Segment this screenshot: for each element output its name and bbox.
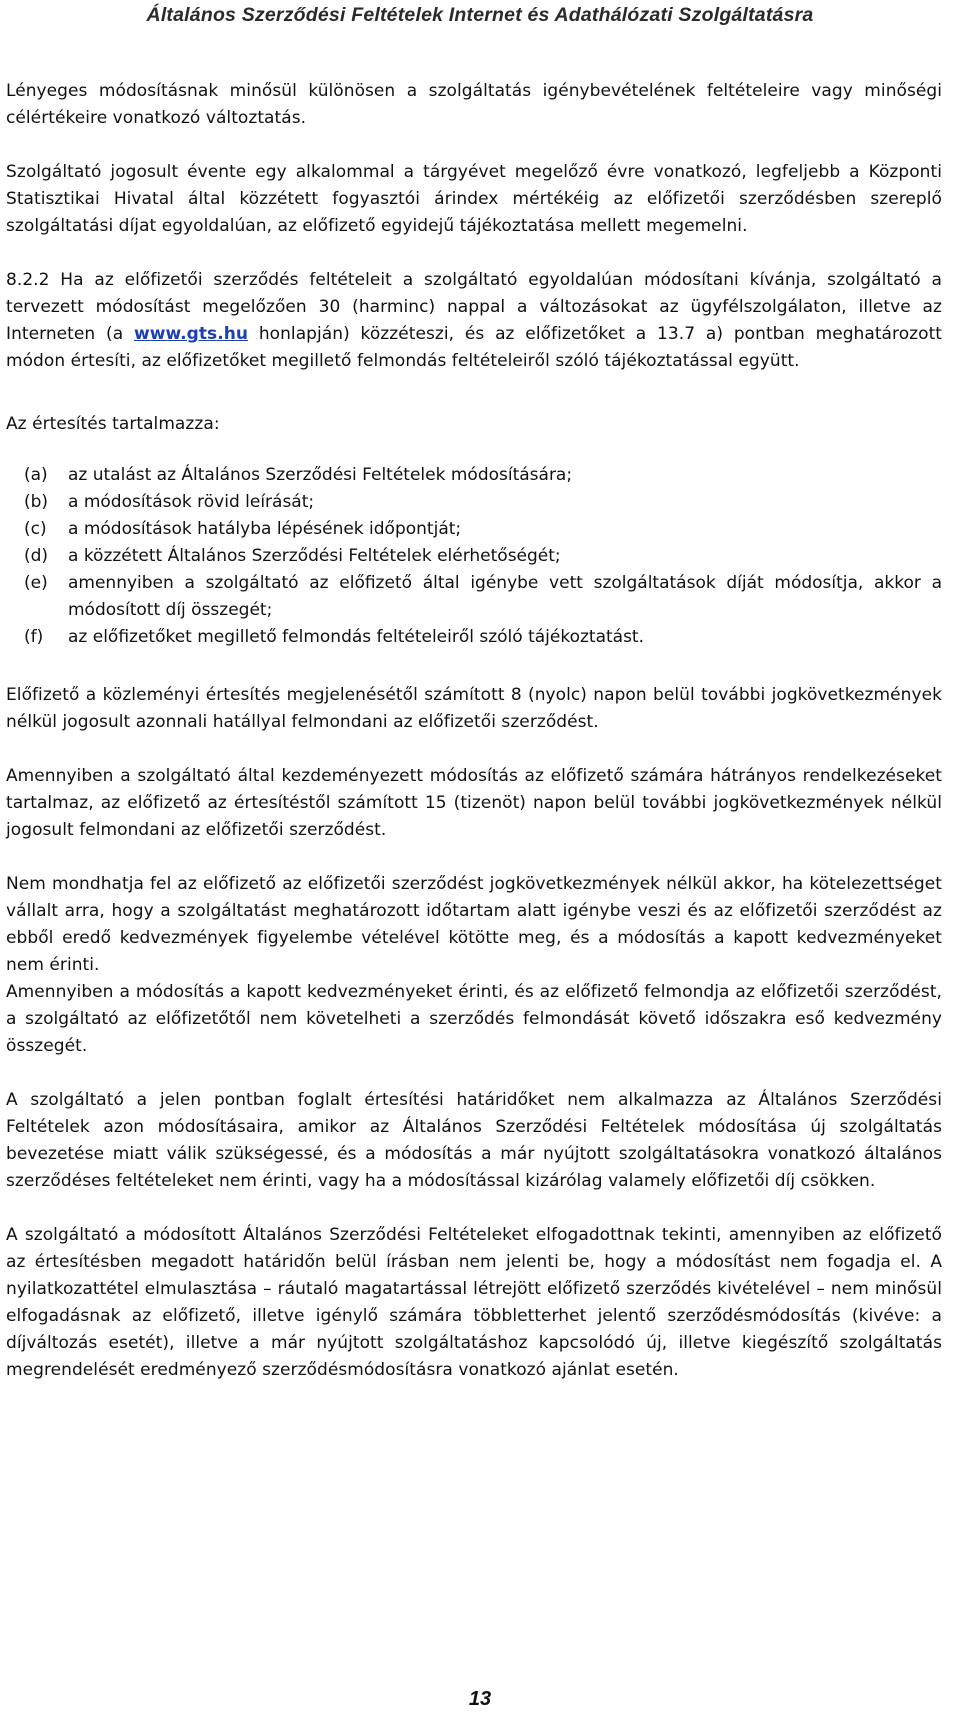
notification-contents-list [6, 462, 942, 651]
list-item-text: a módosítások rövid leírását; [68, 492, 315, 512]
paragraph-fixed-term-commitment: Nem mondhatja fel az előfizető az előfizetői szerződést jogkövetkezmények nélkül akkor, ha kötelezettséget vállalt arra, hogy a szolgáltatást meghatározott időtartam alatt igénybe veszi és az előfizetői szerződést az ebből eredő kedvezmények figyelembe vételével kötötte meg, és a módosítás a kapott kedvezményeket nem érinti. [6, 874, 942, 975]
list-item [6, 462, 942, 489]
paragraph-significant-modification: Lényeges módosításnak minősül különösen a szolgáltatás igénybevételének feltételeire vagy minőségi célértékeire vonatkozó változtatás. [6, 81, 942, 128]
document-body [6, 78, 942, 1384]
list-item-text: a közzétett Általános Szerződési Feltételek elérhetőségét; [68, 546, 561, 566]
list-item-text: az utalást az Általános Szerződési Feltételek módosítására; [68, 465, 573, 485]
paragraph-tacit-acceptance: A szolgáltató a módosított Általános Szerződési Feltételeket elfogadottnak tekinti, amennyiben az előfizető az értesítésben megadott határidőn belül írásban nem jelenti be, hogy a módosítást nem fogadja el. A nyilatkozattétel elmulasztása – ráutaló magatartással létrejött előfizető szerződés kivételével – nem minősül elfogadásnak az előfizető, illetve igénylő számára többletterhet jelentő szerződésmódosítás (kivéve: a díjváltozás esetét), illetve a már nyújtott szolgáltatáshoz kapcsolódó új, illetve kiegészítő szolgáltatás megrendelését eredményező szerződésmódosításra vonatkozó ajánlat esetén. [6, 1225, 942, 1380]
gts-website-link[interactable]: www.gts.hu [133, 324, 249, 344]
list-item-marker: (f) [24, 627, 44, 647]
list-item-marker: (c) [24, 519, 47, 539]
list-item-marker: (d) [24, 546, 49, 566]
list-item-text: amennyiben a szolgáltató az előfizető által igénybe vett szolgáltatások díját módosítja, akkor a módosított díj összegét; [68, 573, 942, 620]
list-item-marker: (e) [24, 573, 48, 593]
paragraph-deadline-exceptions: A szolgáltató a jelen pontban foglalt értesítési határidőket nem alkalmazza az Általános Szerződési Feltételek azon módosításaira, amikor az Általános Szerződési Feltételek módosítása új szolgáltatás bevezetése miatt válik szükségessé, és a módosítás a már nyújtott szolgáltatásokra vonatkozó általános szerződéses feltételeket nem érinti, vagy ha a módosítással kizárólag valamely előfizetői díj csökken. [6, 1090, 942, 1191]
list-item [6, 543, 942, 570]
list-item-marker: (b) [24, 492, 49, 512]
paragraph-8-2-2-text-start: 8.2.2 Ha az előfizetői szerződés feltételeit a szolgáltató egyoldalúan módosítani kívánja, szolgáltató a tervezett módosítást megelőzően 30 (harminc) nappal a változásokat az ügyfélszolgálaton, illetve az Interneten (a [6, 270, 942, 344]
paragraph-15-day-termination: Amennyiben a szolgáltató által kezdeményezett módosítás az előfizető számára hátrányos rendelkezéseket tartalmaz, az előfizető az értesítéstől számított 15 (tizenöt) napon belül további jogkövetkezmények nélkül jogosult felmondani az előfizetői szerződést. [6, 766, 942, 840]
paragraph-8-2-2 [6, 267, 942, 375]
paragraph-8-day-termination: Előfizető a közleményi értesítés megjelenésétől számított 8 (nyolc) napon belül további jogkövetkezmények nélkül jogosult azonnali hatállyal felmondani az előfizetői szerződést. [6, 685, 942, 732]
list-item [6, 489, 942, 516]
list-item-marker: (a) [24, 465, 48, 485]
list-item-text: a módosítások hatályba lépésének időpontját; [68, 519, 462, 539]
paragraph-8-2-2-text-end: honlapján) közzéteszi, és az előfizetőket a 13.7 a) pontban meghatározott módon értesíti, az előfizetőket megillető felmondás feltételeiről szóló tájékoztatással együtt. [6, 324, 942, 371]
paragraph-annual-price-increase: Szolgáltató jogosult évente egy alkalommal a tárgyévet megelőző évre vonatkozó, legfeljebb a Központi Statisztikai Hivatal által közzétett fogyasztói árindex mértékéig az előfizetői szerződésben szereplő szolgáltatási díjat egyoldalúan, az előfizető egyidejű tájékoztatása mellett megemelni. [6, 162, 942, 236]
page-number: 13 [468, 1688, 492, 1710]
list-item [6, 624, 942, 651]
list-item-text: az előfizetőket megillető felmondás feltételeiről szóló tájékoztatást. [68, 627, 644, 647]
list-item [6, 516, 942, 543]
paragraph-discount-affected: Amennyiben a módosítás a kapott kedvezményeket érinti, és az előfizető felmondja az előfizetői szerződést, a szolgáltató az előfizetőtől nem követelheti a szerződés felmondását követő időszakra eső kedvezmény összegét. [6, 982, 942, 1056]
page-header-title: Általános Szerződési Feltételek Internet és Adathálózati Szolgáltatásra [146, 4, 814, 26]
list-item [6, 570, 942, 624]
notification-contents-intro: Az értesítés tartalmazza: [6, 414, 220, 434]
